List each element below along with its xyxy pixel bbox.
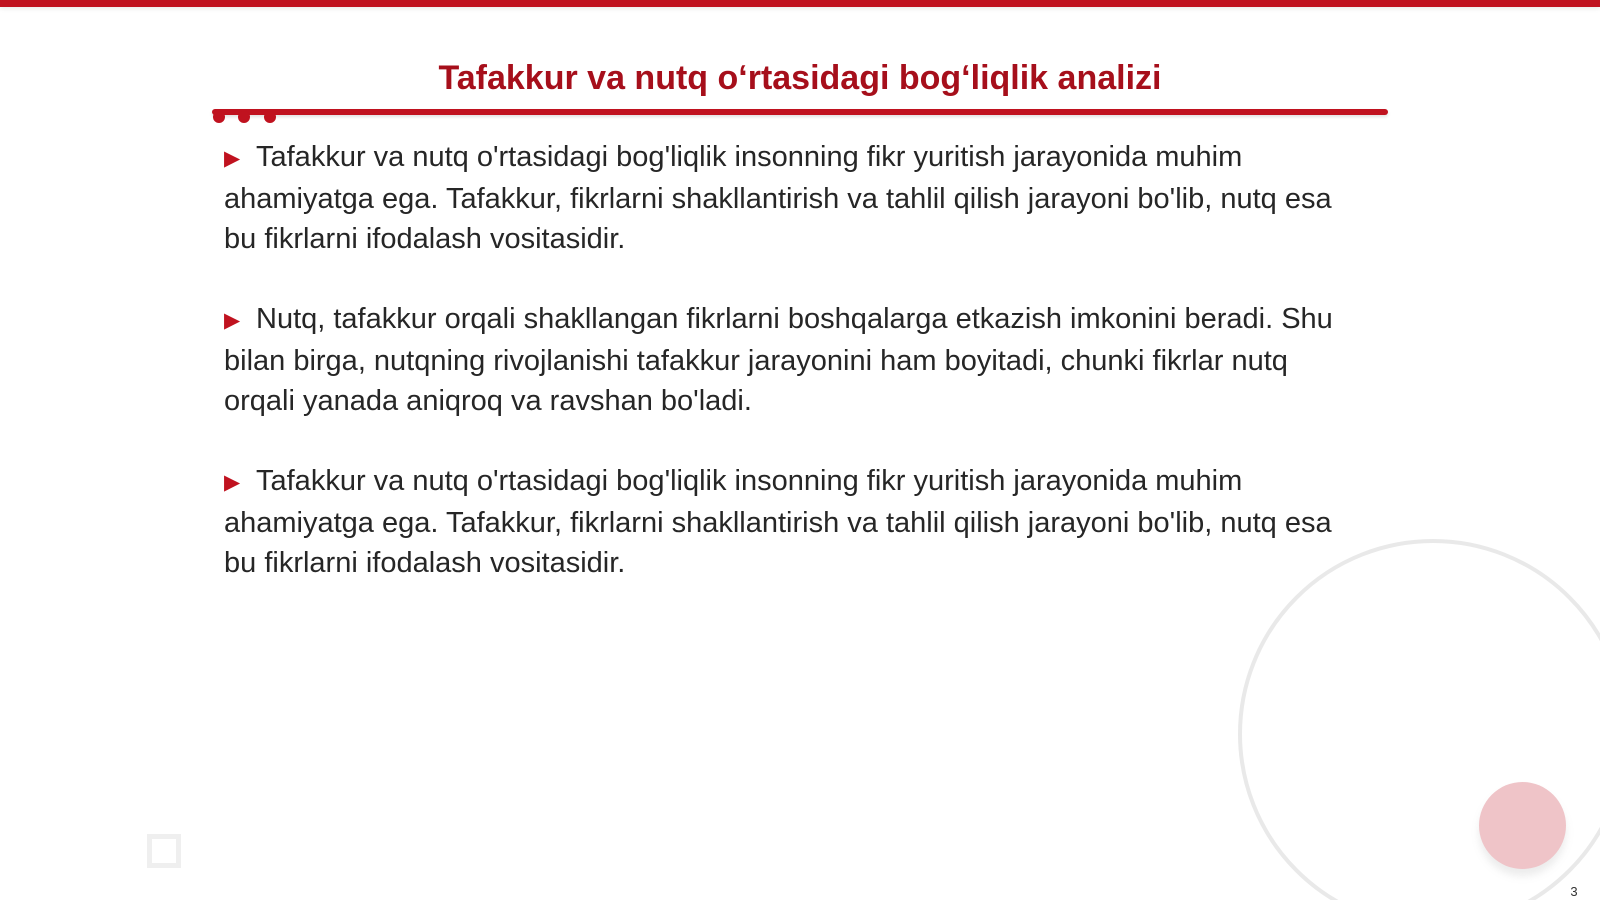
triangle-right-icon: ▶: [224, 147, 241, 170]
slide-title: Tafakkur va nutq oʻrtasidagi bogʻliqlik analizi: [438, 59, 1162, 97]
bullet-item-2: [224, 299, 1359, 421]
page-number: 3: [1570, 884, 1578, 899]
title-rule-dot-icon: [213, 111, 225, 123]
top-accent-bar: [0, 0, 1600, 7]
bullet-item-3: [224, 461, 1359, 583]
bullet-list: [224, 137, 1359, 623]
bullet-text-2: Nutq, tafakkur orqali shakllangan fikrlarni boshqalarga etkazish imkonini beradi. Shu bilan birga, nutqning rivojlanishi tafakkur jarayonini ham boyitadi, chunki fikrlar nutq orqali yanada aniqroq va ravshan bo'ladi.: [224, 303, 1333, 417]
bullet-text-1: Tafakkur va nutq o'rtasidagi bog'liqlik insonning fikr yuritish jarayonida muhim ahamiyatga ega. Tafakkur, fikrlarni shakllantirish va tahlil qilish jarayoni bo'lib, nutq esa bu fikrlarni ifodalash vositasidir.: [224, 141, 1332, 255]
triangle-right-icon: ▶: [224, 309, 241, 332]
decorative-square: [147, 834, 181, 868]
title-underline: [212, 109, 1388, 115]
decorative-pink-circle: [1479, 782, 1566, 869]
bullet-item-1: [224, 137, 1359, 259]
bullet-text-3: Tafakkur va nutq o'rtasidagi bog'liqlik insonning fikr yuritish jarayonida muhim ahamiyatga ega. Tafakkur, fikrlarni shakllantirish va tahlil qilish jarayoni bo'lib, nutq esa bu fikrlarni ifodalash vositasidir.: [224, 465, 1332, 579]
title-rule-dot-icon: [264, 111, 276, 123]
title-rule-dot-icon: [238, 111, 250, 123]
triangle-right-icon: ▶: [224, 471, 241, 494]
